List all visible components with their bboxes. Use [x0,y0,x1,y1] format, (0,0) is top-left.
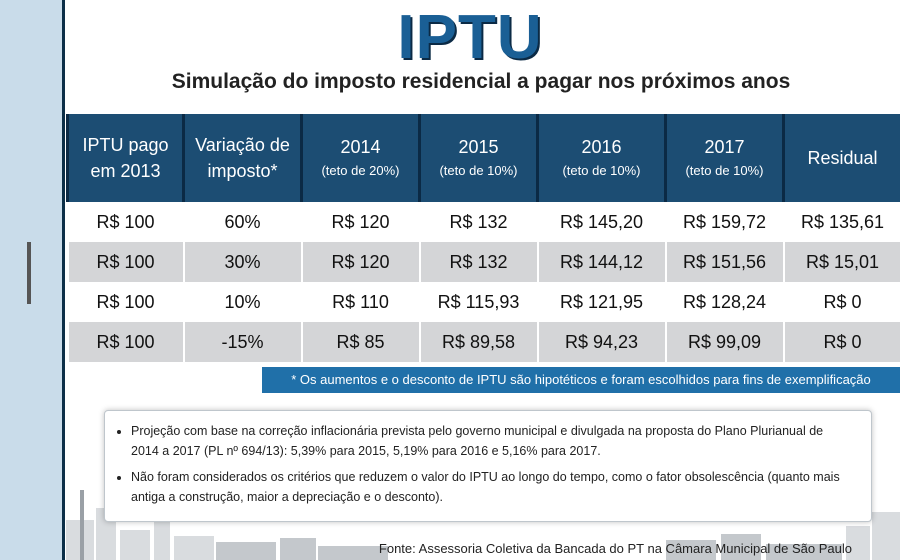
column-header [784,114,900,202]
column-header [68,114,184,202]
column-header [420,114,538,202]
table-cell: R$ 115,93 [420,282,538,322]
side-panel-edge [62,0,65,560]
table-cell: R$ 100 [68,322,184,362]
column-header-year: 2014 [340,137,381,157]
column-header-line1: Residual [807,148,878,168]
column-header-year: 2016 [581,137,622,157]
page-title: IPTU [397,3,543,72]
table-cell: -15% [184,322,302,362]
table-cell: R$ 120 [302,202,420,242]
column-header-cap: (teto de 10%) [685,163,764,178]
table-cell: R$ 132 [420,202,538,242]
note-item: • Não foram considerados os critérios que reduzem o valor do IPTU ao longo do tempo, como o fator obsolescência (quanto mais antiga a construção, maior a depreciação e o desconto). [131,467,853,507]
table-row [68,242,900,282]
table-cell: R$ 132 [420,242,538,282]
column-header [302,114,420,202]
table-cell: R$ 121,95 [538,282,666,322]
column-header [666,114,784,202]
table-cell: 10% [184,282,302,322]
table-cell: 60% [184,202,302,242]
iptu-table [66,114,900,362]
table-cell: R$ 0 [784,282,900,322]
table-cell: R$ 15,01 [784,242,900,282]
column-header-line2: imposto* [207,161,278,181]
table-row [68,282,900,322]
table-cell: R$ 128,24 [666,282,784,322]
table-cell: R$ 99,09 [666,322,784,362]
table-cell: R$ 94,23 [538,322,666,362]
table-cell: R$ 144,12 [538,242,666,282]
table-cell: R$ 100 [68,282,184,322]
table-cell: 30% [184,242,302,282]
note-item: • Projeção com base na correção inflacionária prevista pelo governo municipal e divulgada na proposta do Plano Plurianual de 2014 a 2017 (PL nº 694/13): 5,39% para 2015, 5,19% para 2016 e 5,16% para 2017. [131,421,853,461]
side-panel [0,0,62,560]
table-cell: R$ 110 [302,282,420,322]
table-cell: R$ 120 [302,242,420,282]
table-cell: R$ 0 [784,322,900,362]
side-marker [27,242,31,304]
column-header-year: 2015 [458,137,499,157]
table-cell: R$ 151,56 [666,242,784,282]
column-header-year: 2017 [704,137,745,157]
table-cell: R$ 145,20 [538,202,666,242]
table-cell: R$ 159,72 [666,202,784,242]
table-row [68,322,900,362]
table-cell: R$ 100 [68,242,184,282]
column-header-line2: em 2013 [90,161,161,181]
column-header-cap: (teto de 20%) [321,163,400,178]
column-header-line1: IPTU pago [82,135,169,155]
table-cell: R$ 89,58 [420,322,538,362]
column-header-cap: (teto de 10%) [562,163,641,178]
column-header-line1: Variação de [195,135,290,155]
column-header-cap: (teto de 10%) [439,163,518,178]
table-cell: R$ 100 [68,202,184,242]
footnote-banner: * Os aumentos e o desconto de IPTU são hipotéticos e foram escolhidos para fins de exemplificação [262,367,900,393]
column-header [538,114,666,202]
column-header [184,114,302,202]
notes-box [104,410,872,522]
table-cell: R$ 135,61 [784,202,900,242]
table-row [68,202,900,242]
page-subtitle: Simulação do imposto residencial a pagar nos próximos anos [171,70,791,93]
table-cell: R$ 85 [302,322,420,362]
source-credit: Fonte: Assessoria Coletiva da Bancada do PT na Câmara Municipal de São Paulo [378,541,852,556]
table-header-row [68,114,900,202]
